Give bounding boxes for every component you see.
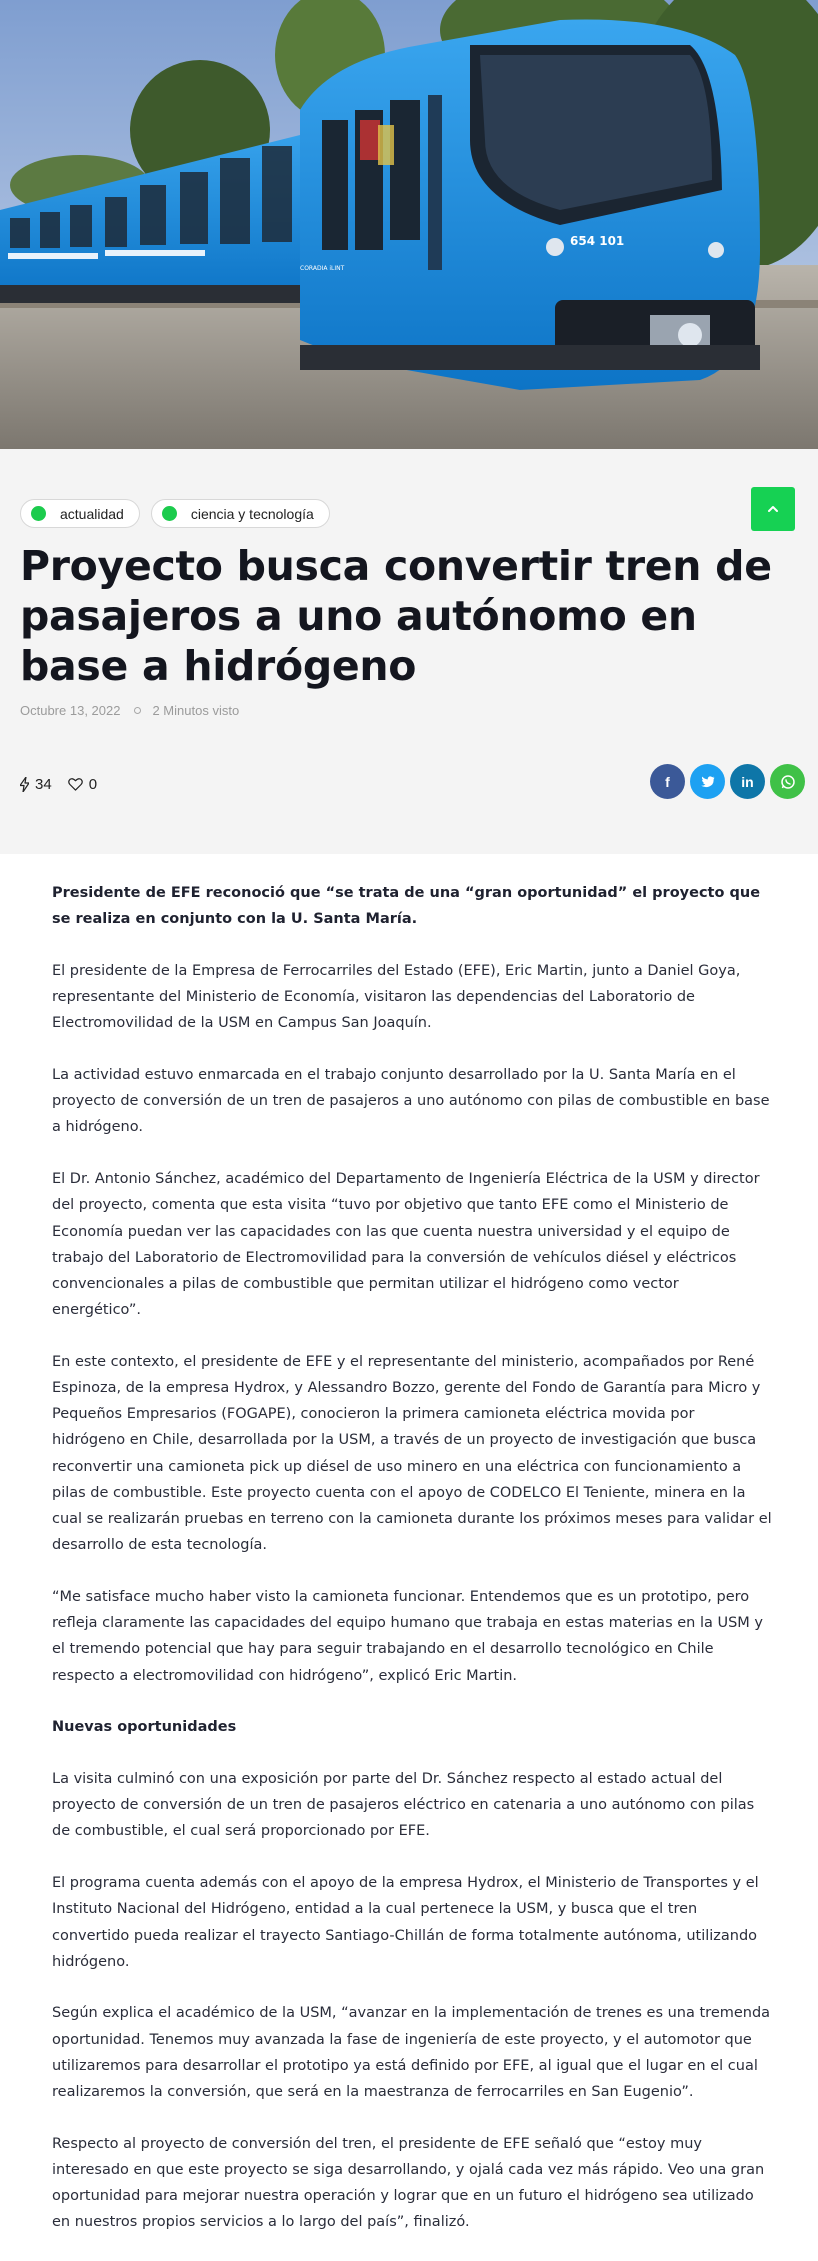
scroll-to-top-button[interactable]: [751, 487, 795, 531]
page-title: Proyecto busca convertir tren de pasajeros a uno autónomo en base a hidrógeno: [20, 542, 772, 690]
heart-icon: [68, 778, 83, 791]
article-paragraph: Según explica el académico de la USM, “avanzar en la implementación de trenes es una tremenda oportunidad. Tenemos muy avanzada la fase de ingeniería de este proyecto, y el automotor que utilizaremos para desarrollar el prototipo ya está definido por EFE, al igual que el lugar en el cual realizaremos la conversión, que será en la maestranza de ferrocarriles en San Eugenio”.: [52, 2005, 771, 2101]
article-paragraph: La actividad estuvo enmarcada en el trabajo conjunto desarrollado por la U. Santa María en el proyecto de conversión de un tren de pasajeros a uno autónomo con pilas de combustible en base a hidrógeno.: [52, 1067, 770, 1136]
share-twitter-button[interactable]: [690, 764, 725, 799]
article-subheading: Nuevas oportunidades: [52, 1719, 237, 1736]
tag-dot-icon: [31, 506, 46, 521]
lightning-icon: [20, 777, 29, 792]
twitter-icon: [701, 776, 715, 788]
share-whatsapp-button[interactable]: [770, 764, 805, 799]
post-date: Octubre 13, 2022: [20, 703, 121, 718]
tag-dot-icon: [162, 506, 177, 521]
likes-count: 0: [88, 776, 98, 793]
hero-image: [0, 0, 818, 449]
facebook-icon: f: [665, 773, 670, 790]
post-meta: [20, 703, 239, 718]
share-buttons: [650, 764, 805, 799]
tag-label: actualidad: [60, 505, 124, 522]
article-paragraph: La visita culminó con una exposición por parte del Dr. Sánchez respecto al estado actual del proyecto de conversión de un tren de pasajeros eléctrico en catenaria a uno autónomo con pilas de combustible, el cual será proporcionado por EFE.: [52, 1770, 755, 1840]
read-time: 2 Minutos visto: [152, 703, 240, 718]
tag-ciencia-tecnologia[interactable]: [151, 499, 330, 528]
whatsapp-icon: [780, 774, 796, 790]
views-count: 34: [35, 776, 52, 793]
share-facebook-button[interactable]: [650, 764, 685, 799]
article-paragraph: El Dr. Antonio Sánchez, académico del Departamento de Ingeniería Eléctrica de la USM y director del proyecto, comenta que esta visita “tuvo por objetivo que tanto EFE como el Ministerio de Economía puedan ver las capacidades con las que cuenta nuestra universidad y el equipo de trabajo del Laboratorio de Electromovilidad para la conversión de vehículos diésel y eléctricos convencionales a pilas de combustible que permitan utilizar el hidrógeno como vector energético”.: [52, 1171, 760, 1319]
tag-actualidad[interactable]: [20, 499, 140, 528]
article-paragraph: “Me satisface mucho haber visto la camioneta funcionar. Entendemos que es un prototipo, pero refleja claramente las capacidades del equipo humano que trabaja en estas materias en la USM y el tremendo potencial que hay para seguir trabajando en el desarrollo tecnológico en Chile respecto a electromovilidad con hidrógeno”, explicó Eric Martin.: [52, 1588, 763, 1684]
views-stat: [20, 776, 52, 793]
article-paragraph: En este contexto, el presidente de EFE y el representante del ministerio, acompañados por René Espinoza, de la empresa Hydrox, y Alessandro Bozzo, gerente del Fondo de Garantía para Micro y Pequeños Empresarios (FOGAPE), conocieron la primera camioneta eléctrica movida por hidrógeno en Chile, desarrollada por la USM, a través de un proyecto de investigación que busca reconvertir una camioneta pick up diésel de uso minero en una eléctrica con funcionamiento a pilas de combustible. Este proyecto cuenta con el apoyo de CODELCO El Teniente, minera en la cual se realizarán pruebas en terreno con la camioneta durante los próximos meses para validar el desarrollo de esta tecnología.: [52, 1353, 772, 1554]
chevron-up-icon: [766, 502, 780, 516]
tag-list: [20, 499, 330, 528]
post-stats: [20, 776, 113, 793]
article-paragraph: El presidente de la Empresa de Ferrocarriles del Estado (EFE), Eric Martin, junto a Daniel Goya, representante del Ministerio de Economía, visitaron las dependencias del Laboratorio de Electromovilidad de la USM en Campus San Joaquín.: [52, 962, 741, 1032]
train-number: 654 101: [570, 234, 625, 248]
article-body: [52, 880, 772, 2261]
article-paragraph: Respecto al proyecto de conversión del tren, el presidente de EFE señaló que “estoy muy interesado en que este proyecto se siga desarrollando, y ojalá cada vez más rápido. Veo una gran oportunidad para mejorar nuestra operación y lograr que en un futuro el hidrógeno sea utilizado en nuestros propios servicios a lo largo del país”, finalizó.: [52, 2135, 765, 2231]
article-lead: Presidente de EFE reconoció que “se trata de una “gran oportunidad” el proyecto que se realiza en conjunto con la U. Santa María.: [52, 885, 761, 928]
tag-label: ciencia y tecnología: [190, 505, 314, 522]
likes-stat[interactable]: [68, 776, 97, 793]
article-paragraph: El programa cuenta además con el apoyo de la empresa Hydrox, el Ministerio de Transportes y el Instituto Nacional del Hidrógeno, entidad a la cual pertenece la USM, y busca que el tren convertido pueda realizar el trayecto Santiago-Chillán de forma totalmente autónoma, utilizando hidrógeno.: [52, 1875, 759, 1970]
train-side-text: CORADIA iLINT: [300, 265, 345, 272]
share-linkedin-button[interactable]: [730, 764, 765, 799]
meta-separator-icon: [134, 707, 141, 714]
article-header: [0, 449, 818, 854]
linkedin-icon: in: [741, 773, 754, 790]
